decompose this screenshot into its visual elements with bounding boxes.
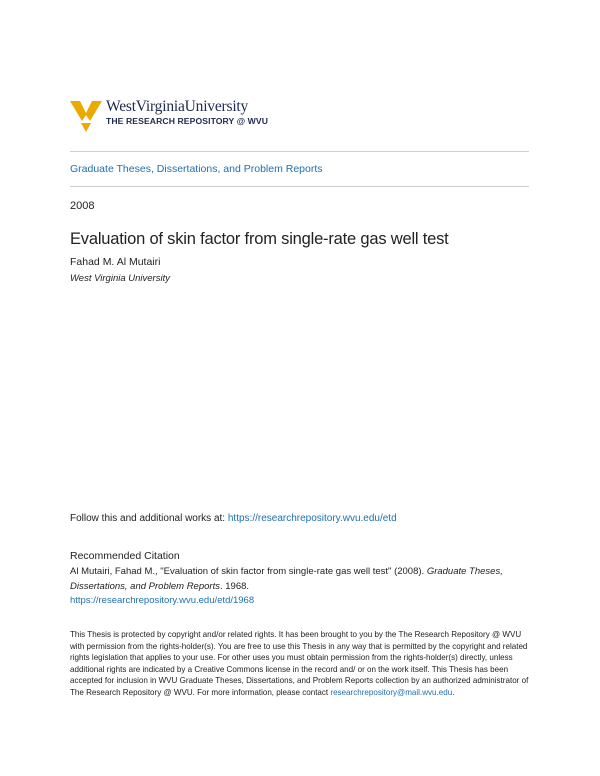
- author-affiliation: West Virginia University: [70, 273, 170, 284]
- citation-block: [70, 565, 530, 609]
- recommended-citation-heading: Recommended Citation: [70, 550, 180, 562]
- flying-wv-icon: [70, 99, 104, 133]
- citation-number: . 1968.: [219, 580, 250, 592]
- logo-repository-subtitle: THE RESEARCH REPOSITORY @ WVU: [106, 116, 269, 126]
- citation-url-link[interactable]: https://researchrepository.wvu.edu/etd/1968: [70, 595, 255, 606]
- citation-text: Al Mutairi, Fahad M., "Evaluation of skin factor from single-rate gas well test" (2008).: [70, 566, 427, 577]
- copyright-notice: [70, 629, 530, 699]
- wvu-logo[interactable]: [70, 99, 290, 135]
- divider-top: [70, 151, 529, 152]
- collection-link[interactable]: Graduate Theses, Dissertations, and Problem Reports: [70, 163, 323, 175]
- contact-email-link[interactable]: researchrepository@mail.wvu.edu: [330, 687, 453, 697]
- divider-bottom: [70, 186, 529, 187]
- author-name: Fahad M. Al Mutairi: [70, 256, 161, 268]
- follow-url-link[interactable]: https://researchrepository.wvu.edu/etd: [227, 513, 397, 524]
- notice-text: This Thesis is protected by copyright and/or related rights. It has been brought to you by the The Research Repository @ WVU with permission from the rights-holder(s). You are free to use this Thesis in any way that is permitted by the copyright and related rights legislation that applies to your use. For other uses you must obtain permission from the rights-holder(s) directly, unless additional rights are indicated by a Creative Commons license in the record and/ or on the work itself. This Thesis has been accepted for inclusion in WVU Graduate Theses, Dissertations, and Problem Reports collection by an authorized administrator of The Research Repository @ WVU. For more information, please contact: [70, 630, 529, 697]
- follow-text: Follow this and additional works at:: [70, 513, 228, 524]
- thesis-title: Evaluation of skin factor from single-rate gas well test: [70, 230, 449, 248]
- logo-university-name: WestVirginiaUniversity: [106, 98, 249, 115]
- citation-series: Graduate Theses, Dissertations, and Problem Reports: [70, 566, 503, 592]
- publication-year: 2008: [70, 200, 95, 212]
- follow-line: [70, 513, 397, 524]
- notice-end: .: [452, 687, 455, 697]
